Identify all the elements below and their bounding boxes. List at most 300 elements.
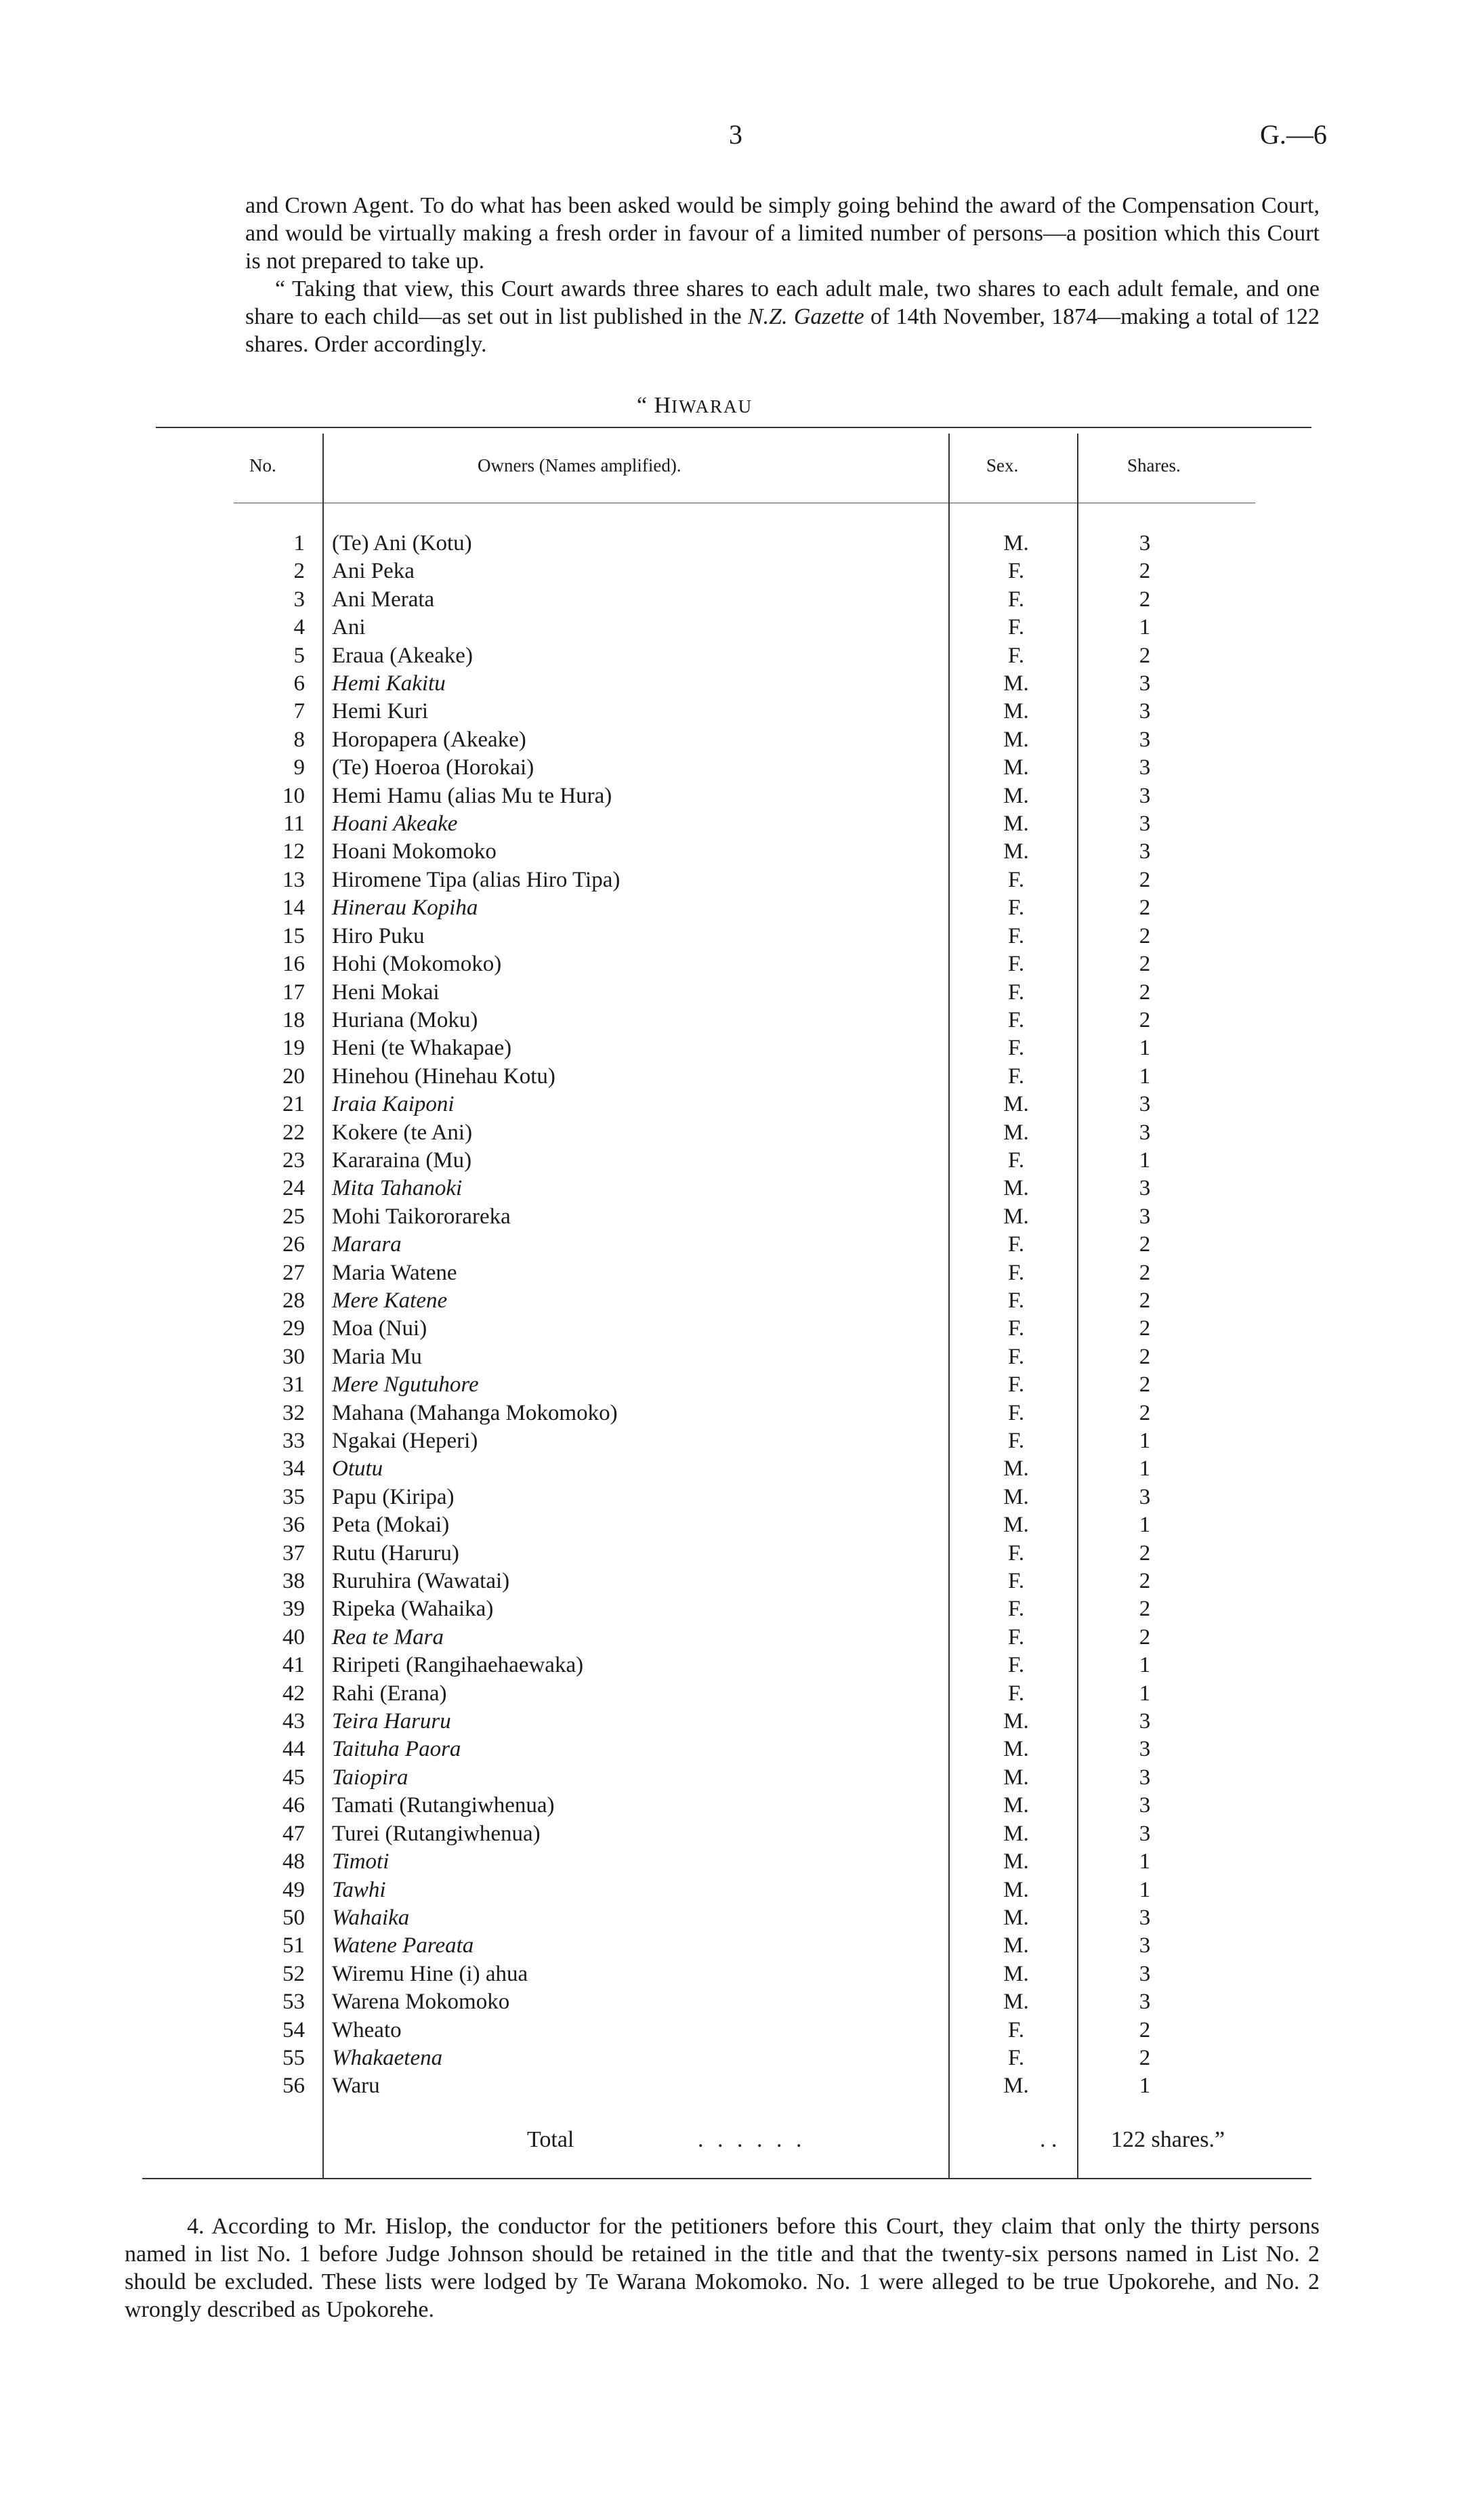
title-quote: “ — [637, 393, 654, 418]
owner-shares: 3 — [1139, 1120, 1151, 1145]
owner-sex: M. — [1003, 812, 1029, 837]
owner-sex: F. — [1008, 1036, 1024, 1061]
row-gap — [305, 1652, 332, 1679]
owner-name-text: Mere Katene — [332, 1288, 448, 1313]
owner-sex: F. — [1008, 1232, 1024, 1257]
row-gap — [305, 2017, 332, 2044]
row-number: 38 — [282, 1569, 305, 1594]
owner-sex: M. — [1003, 671, 1029, 696]
owner-name-text: Maria Mu — [332, 1344, 422, 1369]
owner-sex: M. — [1003, 1793, 1029, 1818]
owner-name — [332, 923, 942, 950]
table-row — [224, 1568, 1199, 1595]
owner-name-text: Rea te Mara — [332, 1624, 444, 1650]
table-row — [224, 2044, 1199, 2072]
row-number: 47 — [282, 1821, 305, 1846]
total-leader-dots: . . . . . . — [698, 2127, 806, 2152]
table-row — [224, 698, 1199, 726]
row-number: 43 — [282, 1709, 305, 1734]
owner-sex: F. — [1008, 1540, 1024, 1566]
owner-shares: 3 — [1139, 1737, 1151, 1762]
owner-name — [332, 1764, 942, 1792]
owner-shares: 2 — [1139, 1344, 1151, 1369]
owner-shares: 3 — [1139, 1204, 1151, 1229]
owner-sex: F. — [1008, 1148, 1024, 1173]
owner-sex: F. — [1008, 1316, 1024, 1341]
owner-shares: 1 — [1139, 1064, 1151, 1089]
row-number: 45 — [282, 1765, 305, 1790]
row-gap — [305, 1988, 332, 2016]
owner-sex: F. — [1008, 1569, 1024, 1594]
row-number: 55 — [282, 2045, 305, 2070]
owner-sex: F. — [1008, 2017, 1024, 2042]
gazette-title: N.Z. Gazette — [748, 304, 864, 329]
owner-sex: M. — [1003, 1821, 1029, 1846]
owner-name-text: Hiromene Tipa (alias Hiro Tipa) — [332, 867, 621, 892]
row-gap — [305, 838, 332, 866]
table-title — [637, 393, 753, 419]
row-number: 11 — [283, 812, 305, 837]
owner-name-text: Hoani Mokomoko — [332, 839, 497, 864]
row-number: 9 — [293, 755, 305, 780]
owner-name-text: Mahana (Mahanga Mokomoko) — [332, 1400, 618, 1425]
row-gap — [305, 1680, 332, 1708]
owner-name — [332, 1343, 942, 1371]
owner-shares: 3 — [1139, 727, 1151, 752]
row-gap — [305, 1007, 332, 1034]
owner-shares: 2 — [1139, 1569, 1151, 1594]
table-row — [224, 1820, 1199, 1848]
owner-sex: M. — [1003, 1204, 1029, 1229]
table-row — [224, 530, 1199, 558]
table-row — [224, 979, 1199, 1007]
owner-shares: 2 — [1139, 1372, 1151, 1398]
owner-name — [332, 614, 942, 642]
owner-shares: 2 — [1139, 867, 1151, 892]
owner-name-text: Wheato — [332, 2017, 402, 2042]
table-row — [224, 1119, 1199, 1147]
owner-sex: M. — [1003, 1990, 1029, 2015]
owner-shares: 2 — [1139, 1288, 1151, 1313]
row-gap — [305, 1568, 332, 1595]
row-gap — [305, 614, 332, 642]
row-gap — [305, 1736, 332, 1763]
row-number: 35 — [282, 1484, 305, 1509]
owner-name-text: Hemi Kuri — [332, 699, 429, 724]
table-row — [224, 1147, 1199, 1175]
owner-name — [332, 1400, 942, 1427]
owner-shares: 1 — [1139, 1429, 1151, 1453]
row-gap — [305, 1904, 332, 1932]
owner-sex: F. — [1008, 1597, 1024, 1622]
owner-name — [332, 558, 942, 585]
owner-shares: 2 — [1139, 559, 1151, 584]
row-gap — [305, 1231, 332, 1259]
table-row — [224, 838, 1199, 866]
row-gap — [305, 1876, 332, 1904]
owner-name — [332, 1988, 942, 2016]
table-row — [224, 1400, 1199, 1427]
row-gap — [305, 670, 332, 698]
table-row — [224, 1932, 1199, 1960]
owner-name — [332, 698, 942, 726]
owner-name-text: Huriana (Moku) — [332, 1007, 478, 1032]
owner-sex: F. — [1008, 1681, 1024, 1706]
row-gap — [305, 950, 332, 978]
owner-sex: M. — [1003, 1456, 1029, 1482]
row-number: 20 — [282, 1064, 305, 1089]
owner-name-text: Heni (te Whakapae) — [332, 1036, 512, 1061]
row-number: 50 — [282, 1905, 305, 1930]
owner-name — [332, 979, 942, 1007]
owner-name — [332, 1371, 942, 1399]
row-number: 13 — [282, 867, 305, 892]
column-header-no: No. — [249, 455, 276, 476]
owner-shares: 2 — [1139, 1316, 1151, 1341]
table-row — [224, 2017, 1199, 2044]
owner-shares: 3 — [1139, 1709, 1151, 1734]
owner-name-text: Waru — [332, 2074, 380, 2099]
row-number: 34 — [282, 1456, 305, 1482]
owner-name — [332, 1484, 942, 1511]
row-gap — [305, 1511, 332, 1539]
row-gap — [305, 782, 332, 810]
owner-name-text: (Te) Ani (Kotu) — [332, 531, 472, 555]
owner-shares: 3 — [1139, 839, 1151, 864]
row-gap — [305, 726, 332, 754]
owner-name — [332, 1792, 942, 1820]
owner-name — [332, 1315, 942, 1343]
owner-name — [332, 1287, 942, 1315]
row-gap — [305, 1624, 332, 1652]
owner-shares: 3 — [1139, 783, 1151, 808]
owner-name — [332, 1960, 942, 1988]
owner-name-text: Mita Tahanoki — [332, 1176, 463, 1201]
owner-shares: 2 — [1139, 1540, 1151, 1566]
row-number: 54 — [282, 2017, 305, 2042]
row-gap — [305, 1147, 332, 1175]
owner-name-text: Moa (Nui) — [332, 1316, 427, 1341]
owner-name-text: Kokere (te Ani) — [332, 1120, 473, 1145]
row-gap — [305, 558, 332, 585]
row-gap — [305, 1091, 332, 1118]
row-number: 12 — [282, 839, 305, 864]
owner-name — [332, 586, 942, 614]
row-number: 8 — [293, 727, 305, 752]
owner-sex: M. — [1003, 783, 1029, 808]
row-gap — [305, 1764, 332, 1792]
owner-sex: F. — [1008, 1653, 1024, 1678]
row-number: 3 — [293, 587, 305, 612]
owner-shares: 2 — [1139, 952, 1151, 977]
column-header-sex: Sex. — [986, 455, 1019, 476]
owner-name-text: Whakaetena — [332, 2045, 443, 2070]
row-gap — [305, 1287, 332, 1315]
row-number: 56 — [282, 2074, 305, 2099]
owner-shares: 2 — [1139, 923, 1151, 948]
table-row — [224, 1427, 1199, 1455]
owner-name — [332, 1147, 942, 1175]
owner-shares: 3 — [1139, 1176, 1151, 1201]
table-row — [224, 782, 1199, 810]
owner-sex: F. — [1008, 980, 1024, 1005]
owner-sex: M. — [1003, 727, 1029, 752]
owner-sex: F. — [1008, 1372, 1024, 1398]
table-row — [224, 1259, 1199, 1287]
owner-sex: F. — [1008, 1260, 1024, 1285]
row-gap — [305, 586, 332, 614]
owner-name-text: Kararaina (Mu) — [332, 1148, 472, 1173]
owner-sex: M. — [1003, 1092, 1029, 1117]
row-number: 28 — [282, 1288, 305, 1313]
table-row — [224, 586, 1199, 614]
owner-shares: 3 — [1139, 1821, 1151, 1846]
owner-shares: 2 — [1139, 1260, 1151, 1285]
owner-name — [332, 1034, 942, 1062]
row-gap — [305, 1119, 332, 1147]
table-row — [224, 1063, 1199, 1091]
owner-name — [332, 1091, 942, 1118]
owner-name-text: Eraua (Akeake) — [332, 643, 473, 668]
owner-name-text: Maria Watene — [332, 1260, 457, 1285]
owner-name-text: Hiro Puku — [332, 923, 425, 948]
owner-name-text: Ani — [332, 615, 366, 640]
owner-name-text: Hoani Akeake — [332, 812, 458, 837]
owner-shares: 1 — [1139, 1148, 1151, 1173]
row-number: 21 — [282, 1092, 305, 1117]
table-row — [224, 1624, 1199, 1652]
owner-shares: 1 — [1139, 615, 1151, 640]
row-gap — [305, 1203, 332, 1231]
row-gap — [305, 1792, 332, 1820]
owner-name — [332, 642, 942, 670]
owner-sex: M. — [1003, 1176, 1029, 1201]
owner-shares: 1 — [1139, 1513, 1151, 1538]
table-row — [224, 1315, 1199, 1343]
owner-shares: 1 — [1139, 1456, 1151, 1482]
row-gap — [305, 1315, 332, 1343]
row-number: 31 — [282, 1372, 305, 1398]
row-number: 27 — [282, 1260, 305, 1285]
table-row — [224, 810, 1199, 838]
row-gap — [305, 2044, 332, 2072]
owner-name — [332, 866, 942, 894]
row-number: 6 — [293, 671, 305, 696]
row-number: 37 — [282, 1540, 305, 1566]
owner-shares: 3 — [1139, 1765, 1151, 1790]
owner-shares: 1 — [1139, 1681, 1151, 1706]
row-number: 46 — [282, 1793, 305, 1818]
row-gap — [305, 642, 332, 670]
row-number: 1 — [293, 531, 305, 555]
owner-sex: M. — [1003, 1120, 1029, 1145]
table-row — [224, 670, 1199, 698]
owner-sex: M. — [1003, 1513, 1029, 1538]
owner-name-text: Hemi Kakitu — [332, 671, 446, 696]
owner-shares: 1 — [1139, 1877, 1151, 1902]
owner-shares: 1 — [1139, 1036, 1151, 1061]
owner-sex: F. — [1008, 643, 1024, 668]
owner-name — [332, 1932, 942, 1960]
table-row — [224, 1540, 1199, 1568]
owner-name — [332, 670, 942, 698]
paragraph-hislop-claim: 4. According to Mr. Hislop, the conductor for the petitioners before this Court, they claim that only the thirty persons named in list No. 1 before Judge Johnson should be retained in the title and that the twenty-six persons named in List No. 2 should be excluded. These lists were lodged by Te Warana Mokomoko. No. 1 were alleged to be true Upokorehe, and No. 2 wrongly described as Upokorehe. — [125, 2214, 1320, 2322]
table-row — [224, 1007, 1199, 1034]
owner-sex: M. — [1003, 699, 1029, 724]
owner-name — [332, 1820, 942, 1848]
owner-name — [332, 1511, 942, 1539]
owner-sex: F. — [1008, 952, 1024, 977]
table-row — [224, 1511, 1199, 1539]
table-row — [224, 866, 1199, 894]
row-number: 19 — [282, 1036, 305, 1061]
owner-sex: M. — [1003, 1709, 1029, 1734]
owner-name — [332, 2072, 942, 2100]
owner-name-text: Ngakai (Heperi) — [332, 1429, 478, 1453]
owner-name — [332, 1848, 942, 1876]
row-gap — [305, 1484, 332, 1511]
table-row — [224, 1287, 1199, 1315]
title-rest: IWARAU — [671, 396, 753, 417]
title-first-letter: H — [654, 393, 672, 418]
owner-shares: 2 — [1139, 643, 1151, 668]
owner-name — [332, 782, 942, 810]
owner-name — [332, 950, 942, 978]
table-row — [224, 1988, 1199, 2016]
owner-name — [332, 810, 942, 838]
owner-sex: F. — [1008, 1400, 1024, 1425]
row-number: 16 — [282, 952, 305, 977]
row-number: 49 — [282, 1877, 305, 1902]
owner-sex: M. — [1003, 839, 1029, 864]
owner-name — [332, 838, 942, 866]
owner-name — [332, 894, 942, 922]
row-gap — [305, 1371, 332, 1399]
owner-name-text: Hemi Hamu (alias Mu te Hura) — [332, 783, 612, 808]
row-number: 52 — [282, 1961, 305, 1986]
total-shares-value: 122 shares.” — [1111, 2127, 1225, 2152]
owner-name-text: Ani Merata — [332, 587, 435, 612]
owner-sex: M. — [1003, 531, 1029, 555]
owner-name-text: Turei (Rutangiwhenua) — [332, 1821, 541, 1846]
row-gap — [305, 698, 332, 726]
table-row — [224, 1764, 1199, 1792]
table-bottom-rule — [142, 2178, 1311, 2179]
owner-shares: 3 — [1139, 1905, 1151, 1930]
owner-name-text: Wahaika — [332, 1905, 410, 1930]
row-gap — [305, 1343, 332, 1371]
table-row — [224, 1455, 1199, 1483]
owner-name-text: Mohi Taikororareka — [332, 1204, 511, 1229]
owner-sex: F. — [1008, 587, 1024, 612]
row-number: 51 — [282, 1933, 305, 1958]
row-gap — [305, 1175, 332, 1202]
owner-name-text: Marara — [332, 1232, 402, 1257]
owner-name-text: Rahi (Erana) — [332, 1681, 447, 1706]
row-gap — [305, 1932, 332, 1960]
owner-name — [332, 1708, 942, 1736]
row-number: 22 — [282, 1120, 305, 1145]
table-row — [224, 1736, 1199, 1763]
row-gap — [305, 1820, 332, 1848]
row-number: 25 — [282, 1204, 305, 1229]
owner-name — [332, 1624, 942, 1652]
owner-name — [332, 1063, 942, 1091]
owner-name — [332, 1203, 942, 1231]
table-row — [224, 726, 1199, 754]
table-row — [224, 1175, 1199, 1202]
owner-name — [332, 1007, 942, 1034]
row-number: 17 — [282, 980, 305, 1005]
table-row — [224, 614, 1199, 642]
table-row — [224, 754, 1199, 782]
owner-name-text: Heni Mokai — [332, 980, 440, 1005]
row-number: 14 — [282, 896, 305, 921]
table-row — [224, 642, 1199, 670]
owner-shares: 3 — [1139, 1990, 1151, 2015]
row-number: 53 — [282, 1990, 305, 2015]
row-gap — [305, 866, 332, 894]
owner-shares: 3 — [1139, 755, 1151, 780]
owner-shares: 2 — [1139, 1400, 1151, 1425]
owner-name-text: Timoti — [332, 1849, 390, 1874]
owner-name — [332, 1904, 942, 1932]
table-row — [224, 558, 1199, 585]
owner-name-text: Riripeti (Rangihaehaewaka) — [332, 1653, 584, 1678]
owner-name — [332, 1680, 942, 1708]
owner-name-text: Wiremu Hine (i) ahua — [332, 1961, 528, 1986]
table-row — [224, 1904, 1199, 1932]
owner-sex: M. — [1003, 1484, 1029, 1509]
table-top-rule — [156, 427, 1311, 428]
owner-sex: F. — [1008, 867, 1024, 892]
owner-shares: 2 — [1139, 1007, 1151, 1032]
row-number: 23 — [282, 1148, 305, 1173]
row-gap — [305, 754, 332, 782]
row-number: 10 — [282, 783, 305, 808]
owner-name — [332, 1119, 942, 1147]
row-gap — [305, 894, 332, 922]
table-row — [224, 2072, 1199, 2100]
row-gap — [305, 1259, 332, 1287]
owner-name — [332, 1455, 942, 1483]
owner-sex: F. — [1008, 1624, 1024, 1650]
row-number: 24 — [282, 1176, 305, 1201]
document-code: G.—6 — [1260, 119, 1327, 150]
owner-shares: 1 — [1139, 2074, 1151, 2099]
owner-shares: 2 — [1139, 2045, 1151, 2070]
row-number: 15 — [282, 923, 305, 948]
owner-name-text: Warena Mokomoko — [332, 1990, 510, 2015]
owner-sex: M. — [1003, 1933, 1029, 1958]
owner-name-text: Watene Pareata — [332, 1933, 474, 1958]
owner-name — [332, 2017, 942, 2044]
table-row — [224, 1876, 1199, 1904]
owner-shares: 2 — [1139, 980, 1151, 1005]
owner-name — [332, 2044, 942, 2072]
row-number: 41 — [282, 1653, 305, 1678]
owner-name-text: Hinerau Kopiha — [332, 896, 478, 921]
row-gap — [305, 810, 332, 838]
owner-name — [332, 530, 942, 558]
owner-sex: M. — [1003, 1877, 1029, 1902]
row-gap — [305, 1540, 332, 1568]
owner-name — [332, 726, 942, 754]
page-number: 3 — [729, 119, 742, 150]
owner-sex: M. — [1003, 1961, 1029, 1986]
owner-name-text: Taituha Paora — [332, 1737, 461, 1762]
table-row — [224, 1595, 1199, 1623]
